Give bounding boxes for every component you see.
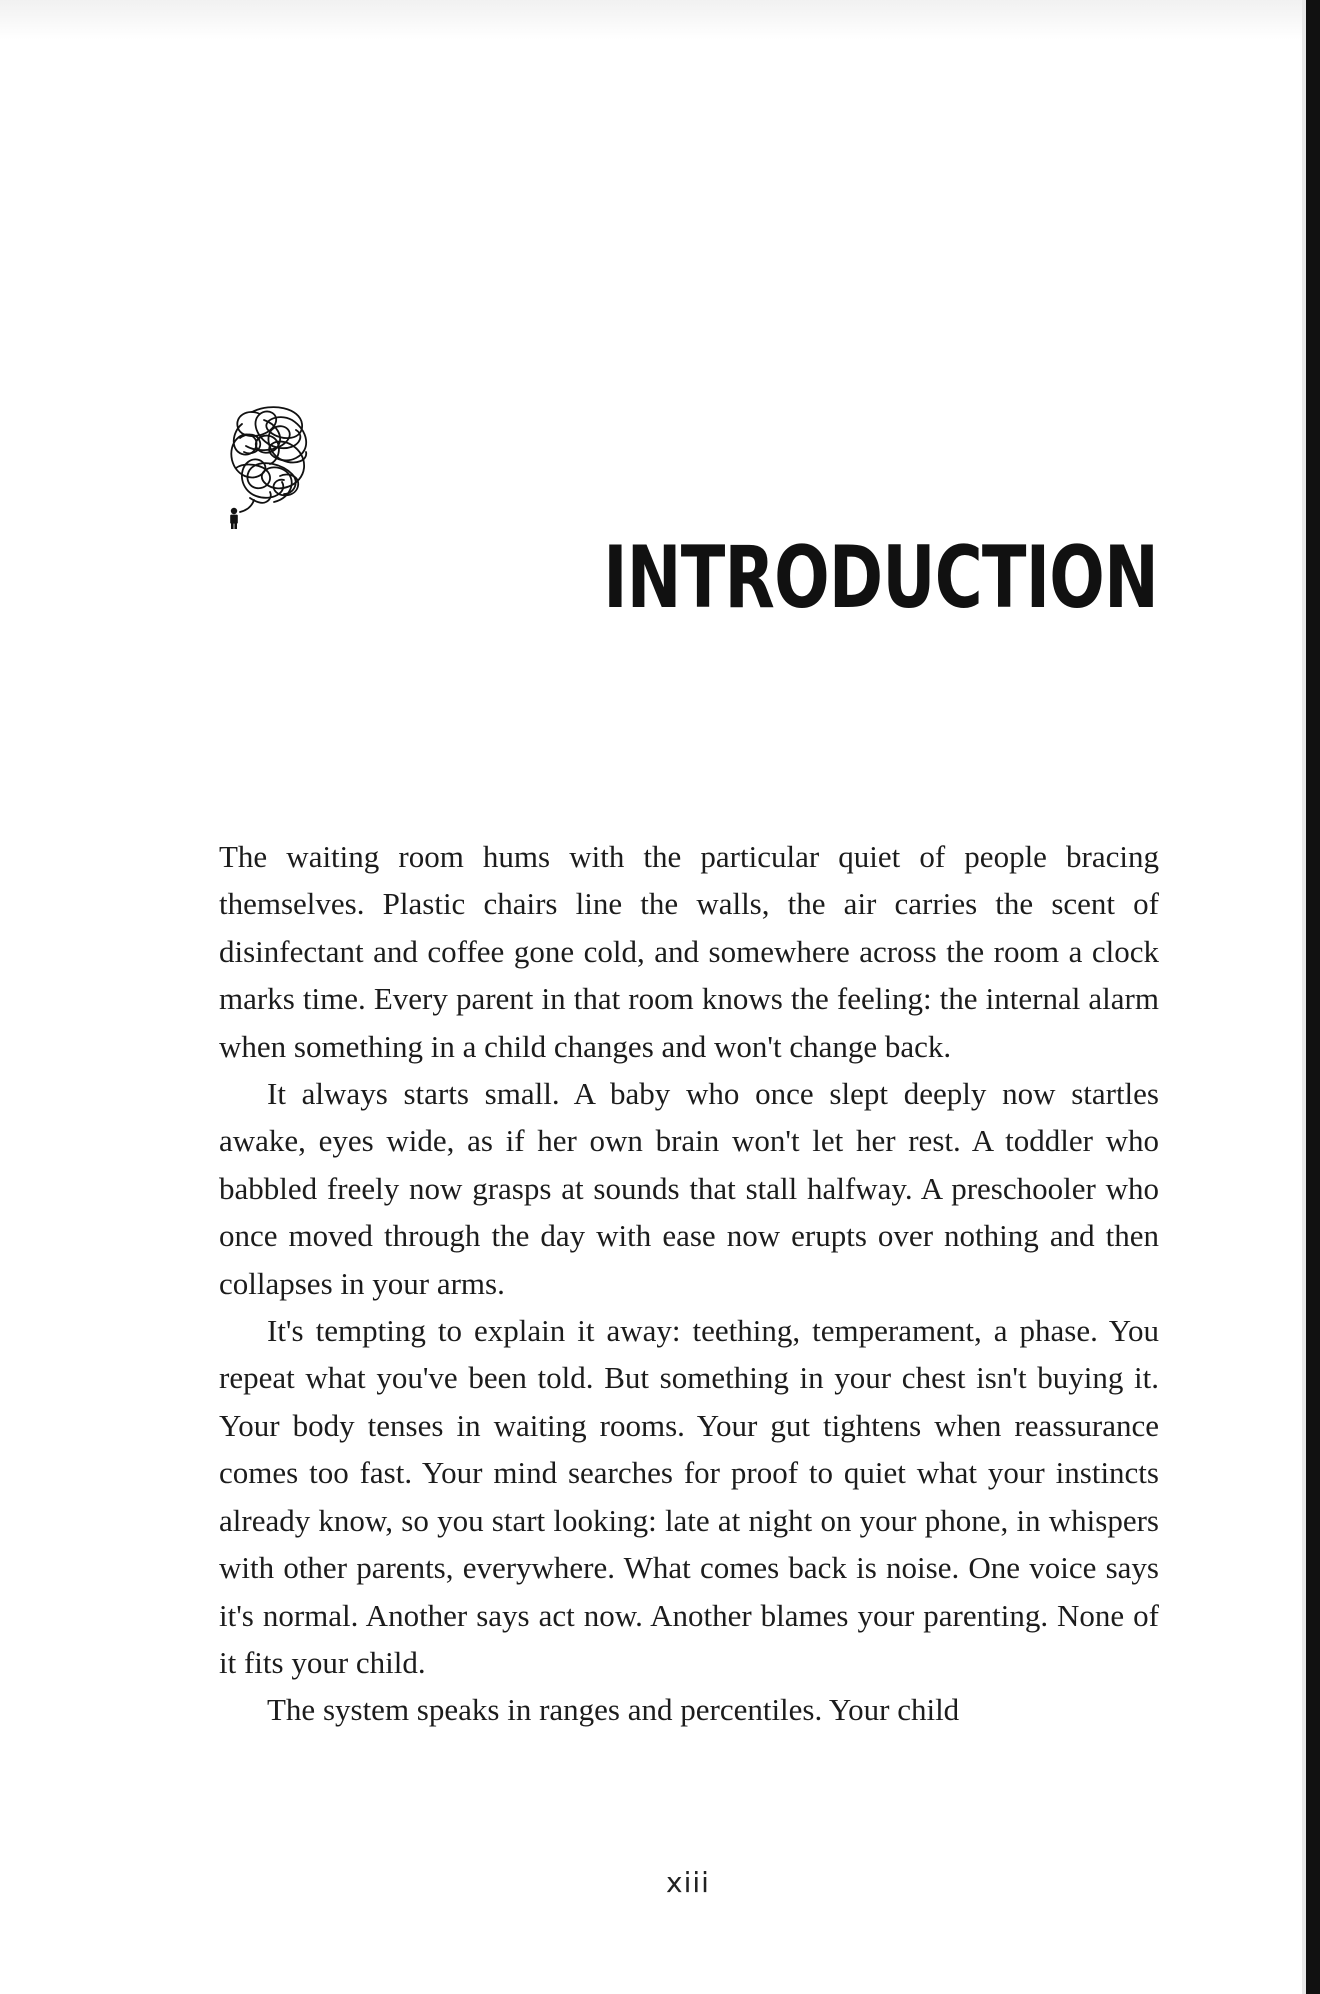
- page-top-shadow: [0, 0, 1320, 40]
- paragraph: The waiting room hums with the particular quiet of people bracing themselves. Plastic chairs line the walls, the air carries the scent of disinfectant and coffee gone cold, and somewhere across the room a clock marks time. Every parent in that room knows the feeling: the internal alarm when something in a child changes and won't change back.: [219, 839, 1159, 1064]
- paragraph: The system speaks in ranges and percentiles. Your child: [267, 1692, 960, 1728]
- chapter-title: INTRODUCTION: [603, 528, 1158, 628]
- paragraph: It always starts small. A baby who once slept deeply now startles awake, eyes wide, as if her own brain won't let her rest. A toddler who babbled freely now grasps at sounds that stall halfway. A preschooler who once moved through the day with ease now erupts over nothing and then collapses in your arms.: [219, 1076, 1159, 1301]
- page-edge: [1306, 0, 1320, 1994]
- page-number: xiii: [666, 1866, 710, 1899]
- tangled-thought-scribble-icon: [222, 402, 314, 530]
- paragraph: It's tempting to explain it away: teething, temperament, a phase. You repeat what you've been told. But something in your chest isn't buying it. Your body tenses in waiting rooms. Your gut tightens when reassurance comes too fast. Your mind searches for proof to quiet what your instincts already know, so you start looking: late at night on your phone, in whispers with other parents, everywhere. What comes back is noise. One voice says it's normal. Another says act now. Another blames your parenting. None of it fits your child.: [219, 1313, 1159, 1680]
- body-text: [219, 833, 1159, 1734]
